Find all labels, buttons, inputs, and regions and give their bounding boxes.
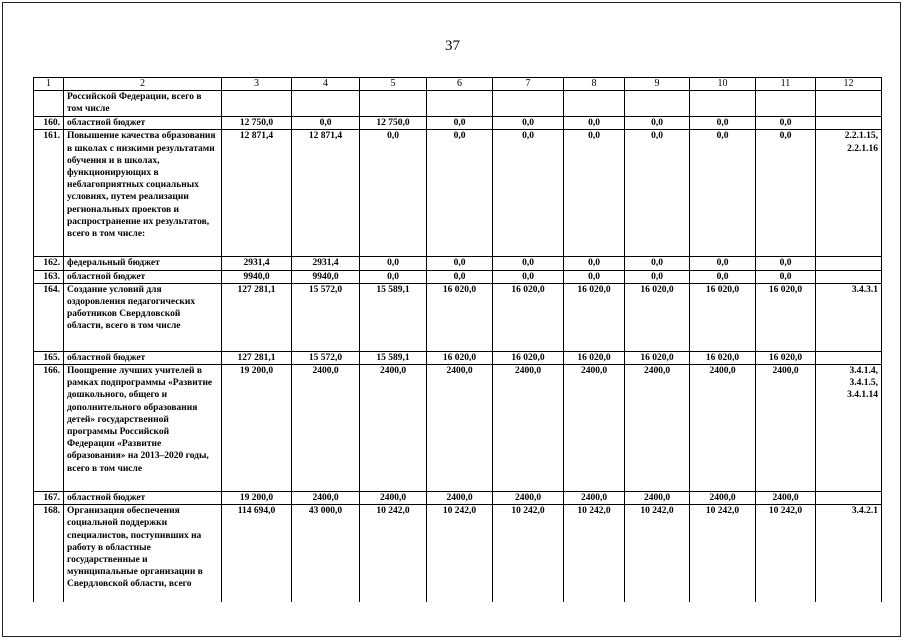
- table-row: [34, 505, 882, 602]
- value-cell: 16 020,0: [427, 351, 493, 364]
- row-label: Поощрение лучших учителей в рамках подпрограммы «Развитие дошкольного, общего и дополнительного образования детей» государственной программы Российской Федерации «Развитие образования» на 2013–2020 годы, всего в том числе: [64, 365, 222, 492]
- row-number: 166.: [34, 365, 64, 492]
- row-label: областной бюджет: [64, 117, 222, 130]
- value-cell: 2400,0: [756, 365, 816, 492]
- value-cell: 0,0: [625, 130, 690, 257]
- value-cell: 0,0: [493, 270, 564, 283]
- row-number: 161.: [34, 130, 64, 257]
- table-row: [34, 117, 882, 130]
- value-cell: 15 572,0: [292, 351, 360, 364]
- header-cell: 2: [64, 78, 222, 91]
- page-number: 37: [445, 38, 460, 54]
- header-cell: 8: [564, 78, 625, 91]
- row-label: федеральный бюджет: [64, 257, 222, 270]
- value-cell: 2400,0: [360, 492, 427, 505]
- value-cell: 0,0: [360, 270, 427, 283]
- value-cell: 0,0: [690, 270, 756, 283]
- value-cell: 0,0: [427, 117, 493, 130]
- reference-cell: 3.4.3.1: [816, 283, 882, 351]
- value-cell: 2400,0: [625, 365, 690, 492]
- value-cell: 0,0: [427, 130, 493, 257]
- value-cell: 2400,0: [690, 365, 756, 492]
- value-cell: 10 242,0: [427, 505, 493, 602]
- table-row: [34, 270, 882, 283]
- reference-cell: 3.4.1.4, 3.4.1.5, 3.4.1.14: [816, 365, 882, 492]
- row-number: 167.: [34, 492, 64, 505]
- row-number: 165.: [34, 351, 64, 364]
- budget-table: [33, 77, 882, 602]
- value-cell: 0,0: [360, 130, 427, 257]
- value-cell: 10 242,0: [625, 505, 690, 602]
- row-label: Повышение качества образования в школах с низкими результатами обучения и в школах, функционирующих в неблагоприятных социальных условиях, путем реализации региональных проектов и распространение их результатов, всего в том числе:: [64, 130, 222, 257]
- value-cell: 0,0: [564, 130, 625, 257]
- reference-cell: [816, 492, 882, 505]
- value-cell: 2400,0: [564, 492, 625, 505]
- row-number: 164.: [34, 283, 64, 351]
- header-cell: 3: [222, 78, 292, 91]
- table-row: [34, 492, 882, 505]
- row-number: 163.: [34, 270, 64, 283]
- value-cell: 16 020,0: [625, 351, 690, 364]
- value-cell: 16 020,0: [427, 283, 493, 351]
- row-label: областной бюджет: [64, 492, 222, 505]
- value-cell: 16 020,0: [625, 283, 690, 351]
- value-cell: 16 020,0: [690, 351, 756, 364]
- row-label: областной бюджет: [64, 270, 222, 283]
- row-number: 162.: [34, 257, 64, 270]
- value-cell: 10 242,0: [690, 505, 756, 602]
- header-row: [34, 78, 882, 91]
- value-cell: 0,0: [427, 270, 493, 283]
- table-row: [34, 257, 882, 270]
- table-row: [34, 130, 882, 257]
- value-cell: [564, 91, 625, 117]
- value-cell: 0,0: [564, 257, 625, 270]
- table-row: [34, 283, 882, 351]
- value-cell: 0,0: [756, 270, 816, 283]
- value-cell: 0,0: [292, 117, 360, 130]
- reference-cell: 2.2.1.15, 2.2.1.16: [816, 130, 882, 257]
- row-number: [34, 91, 64, 117]
- value-cell: 16 020,0: [564, 351, 625, 364]
- value-cell: 0,0: [690, 257, 756, 270]
- value-cell: 2400,0: [292, 365, 360, 492]
- value-cell: 0,0: [360, 257, 427, 270]
- reference-cell: [816, 351, 882, 364]
- header-cell: 10: [690, 78, 756, 91]
- row-number: 168.: [34, 505, 64, 602]
- header-cell: 12: [816, 78, 882, 91]
- value-cell: 0,0: [625, 117, 690, 130]
- reference-cell: 3.4.2.1: [816, 505, 882, 602]
- value-cell: 2400,0: [756, 492, 816, 505]
- header-cell: 4: [292, 78, 360, 91]
- value-cell: 12 871,4: [222, 130, 292, 257]
- value-cell: 2400,0: [427, 365, 493, 492]
- value-cell: 2400,0: [564, 365, 625, 492]
- value-cell: 2400,0: [493, 365, 564, 492]
- header-cell: 11: [756, 78, 816, 91]
- value-cell: 15 572,0: [292, 283, 360, 351]
- value-cell: [360, 91, 427, 117]
- value-cell: [222, 91, 292, 117]
- value-cell: [292, 91, 360, 117]
- reference-cell: [816, 91, 882, 117]
- value-cell: 16 020,0: [690, 283, 756, 351]
- value-cell: 12 750,0: [222, 117, 292, 130]
- header-cell: 5: [360, 78, 427, 91]
- value-cell: [690, 91, 756, 117]
- table-row: [34, 365, 882, 492]
- value-cell: 127 281,1: [222, 351, 292, 364]
- table-row: [34, 91, 882, 117]
- row-number: 160.: [34, 117, 64, 130]
- value-cell: 2400,0: [292, 492, 360, 505]
- value-cell: 127 281,1: [222, 283, 292, 351]
- value-cell: [427, 91, 493, 117]
- value-cell: 114 694,0: [222, 505, 292, 602]
- value-cell: 16 020,0: [564, 283, 625, 351]
- value-cell: 16 020,0: [493, 283, 564, 351]
- value-cell: 0,0: [625, 270, 690, 283]
- row-label: Российской Федерации, всего в том числе: [64, 91, 222, 117]
- value-cell: 16 020,0: [493, 351, 564, 364]
- reference-cell: [816, 257, 882, 270]
- row-label: областной бюджет: [64, 351, 222, 364]
- value-cell: 19 200,0: [222, 492, 292, 505]
- value-cell: 16 020,0: [756, 283, 816, 351]
- header-cell: 9: [625, 78, 690, 91]
- value-cell: [493, 91, 564, 117]
- value-cell: 0,0: [756, 130, 816, 257]
- row-label: Организация обеспечения социальной поддержки специалистов, поступивших на работу в областные государственные и муниципальные организации в Свердловской области, всего: [64, 505, 222, 602]
- value-cell: 0,0: [756, 257, 816, 270]
- value-cell: 2400,0: [427, 492, 493, 505]
- value-cell: 2931,4: [292, 257, 360, 270]
- value-cell: 9940,0: [222, 270, 292, 283]
- value-cell: 0,0: [756, 117, 816, 130]
- value-cell: 2400,0: [360, 365, 427, 492]
- value-cell: 0,0: [625, 257, 690, 270]
- value-cell: 15 589,1: [360, 283, 427, 351]
- value-cell: 0,0: [493, 130, 564, 257]
- value-cell: 10 242,0: [360, 505, 427, 602]
- reference-cell: [816, 270, 882, 283]
- row-label: Создание условий для оздоровления педагогических работников Свердловской области, всего в том числе: [64, 283, 222, 351]
- value-cell: 0,0: [427, 257, 493, 270]
- value-cell: 0,0: [493, 257, 564, 270]
- table-row: [34, 351, 882, 364]
- value-cell: 0,0: [493, 117, 564, 130]
- value-cell: 10 242,0: [564, 505, 625, 602]
- value-cell: 2931,4: [222, 257, 292, 270]
- value-cell: 0,0: [690, 130, 756, 257]
- value-cell: 43 000,0: [292, 505, 360, 602]
- value-cell: [625, 91, 690, 117]
- value-cell: 2400,0: [690, 492, 756, 505]
- value-cell: 10 242,0: [493, 505, 564, 602]
- value-cell: 2400,0: [625, 492, 690, 505]
- value-cell: 10 242,0: [756, 505, 816, 602]
- value-cell: 12 750,0: [360, 117, 427, 130]
- reference-cell: [816, 117, 882, 130]
- value-cell: 12 871,4: [292, 130, 360, 257]
- header-cell: 7: [493, 78, 564, 91]
- value-cell: 9940,0: [292, 270, 360, 283]
- value-cell: 19 200,0: [222, 365, 292, 492]
- value-cell: 0,0: [564, 117, 625, 130]
- header-cell: 1: [34, 78, 64, 91]
- value-cell: 15 589,1: [360, 351, 427, 364]
- value-cell: 0,0: [564, 270, 625, 283]
- value-cell: 0,0: [690, 117, 756, 130]
- value-cell: 2400,0: [493, 492, 564, 505]
- value-cell: [756, 91, 816, 117]
- header-cell: 6: [427, 78, 493, 91]
- value-cell: 16 020,0: [756, 351, 816, 364]
